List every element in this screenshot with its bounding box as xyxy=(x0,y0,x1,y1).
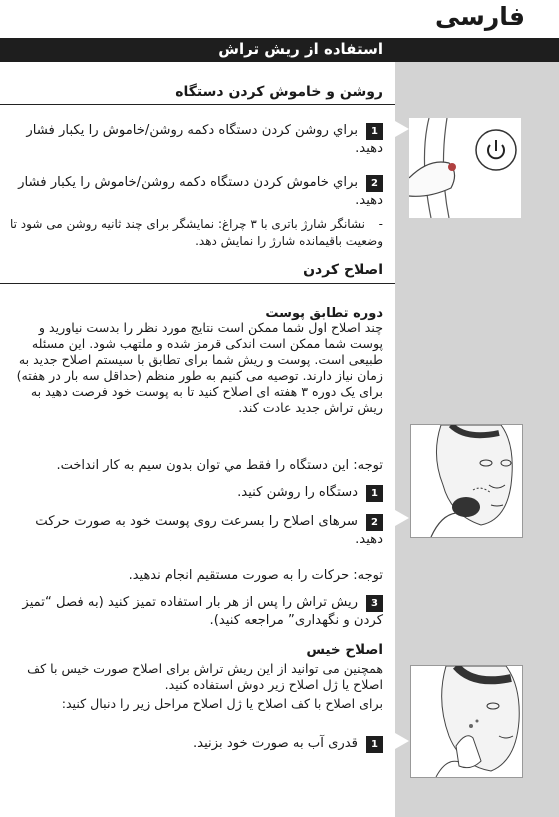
power-button-illustration xyxy=(409,118,521,218)
step-number: 3 xyxy=(366,595,383,612)
movement-note: توجه: حرکات را به صورت مستقیم انجام ندهید. xyxy=(128,568,383,583)
shaving-face-illustration xyxy=(410,424,523,538)
step-text: دستگاه را روشن کنید. xyxy=(237,485,358,500)
adaptation-text: چند اصلاح اول شما ممکن است نتایج مورد نظر را بدست نیاورید و پوست شما ممکن است اندکی قرمز شده و ملتهب شود. این مسئله طبیعی است. پوست و ریش شما برای تطابق با سیستم اصلاح جدید به زمان نیاز دارند. توصیه می کنیم به طور منظم (حداقل سه بار در هفته) برای یک دوره ۳ هفته ای اصلاح کنید تا به پوست خود فرصت دهید به ریش تراش جدید عادت کند. xyxy=(16,320,383,415)
step-number: 2 xyxy=(366,175,383,192)
on-step-2 xyxy=(4,174,383,210)
step-text: براي خاموش كردن دستگاه دكمه روشن/خاموش را يكبار فشار دهيد. xyxy=(18,175,383,208)
adaptation-heading: دوره تطابق پوست xyxy=(265,306,383,321)
section-title-bar xyxy=(0,38,559,62)
illustration-pointer xyxy=(395,121,409,137)
battery-bullet xyxy=(3,216,383,250)
wet-shaving-heading: اصلاح خیس xyxy=(306,642,383,658)
wet-face-illustration xyxy=(410,665,523,778)
step-text: براي روشن كردن دستگاه دكمه روشن/خاموش را يكبار فشار دهيد. xyxy=(26,123,383,156)
wet-step-1 xyxy=(4,735,383,753)
step-text: سرهای اصلاح را بسرعت روی پوست خود به صورت حرکت دهید. xyxy=(35,514,383,547)
shave-step-3 xyxy=(4,594,383,630)
step-number: 2 xyxy=(366,514,383,531)
shave-step-1 xyxy=(4,484,383,502)
step-number: 1 xyxy=(366,123,383,140)
illustration-pointer xyxy=(395,510,409,526)
section-title: استفاده از ریش تراش xyxy=(218,40,383,58)
wet-shaving-instruction: برای اصلاح با کف اصلاح یا ژل اصلاح مراحل زیر را دنبال کنید: xyxy=(61,696,383,711)
step-number: 1 xyxy=(366,485,383,502)
wet-shaving-text: همچنین می توانید از این ریش تراش برای اصلاح صورت خیس با کف اصلاح یا ژل اصلاح زیر دوش استفاده کنید. xyxy=(27,661,383,692)
shaving-heading: اصلاح کردن xyxy=(303,262,383,278)
step-text: ریش تراش را پس از هر بار استفاده تمیز کنید (به فصل “تمیز کردن و نگهداری” مراجعه کنید). xyxy=(22,595,383,628)
heading-rule xyxy=(0,104,395,105)
illustration-pointer xyxy=(395,733,409,749)
bullet-text: نشانگر شارژ باتری با ۳ چراغ: نمایشگر برای چند ثانیه روشن می شود تا وضعیت باقیمانده شارژ را نمایش دهد. xyxy=(9,217,383,248)
heading-rule xyxy=(0,283,395,284)
step-text: قدری آب به صورت خود بزنید. xyxy=(192,736,358,751)
shave-step-2 xyxy=(4,513,383,549)
step-number: 1 xyxy=(366,736,383,753)
bullet-dash: - xyxy=(378,217,383,231)
on-off-heading: روشن و خاموش کردن دستگاه xyxy=(175,84,383,100)
on-step-1 xyxy=(4,122,383,158)
cordless-note: توجه: اين دستگاه را فقط مي توان بدون سيم به كار انداخت. xyxy=(56,458,383,473)
language-label: فارسی xyxy=(434,2,525,31)
